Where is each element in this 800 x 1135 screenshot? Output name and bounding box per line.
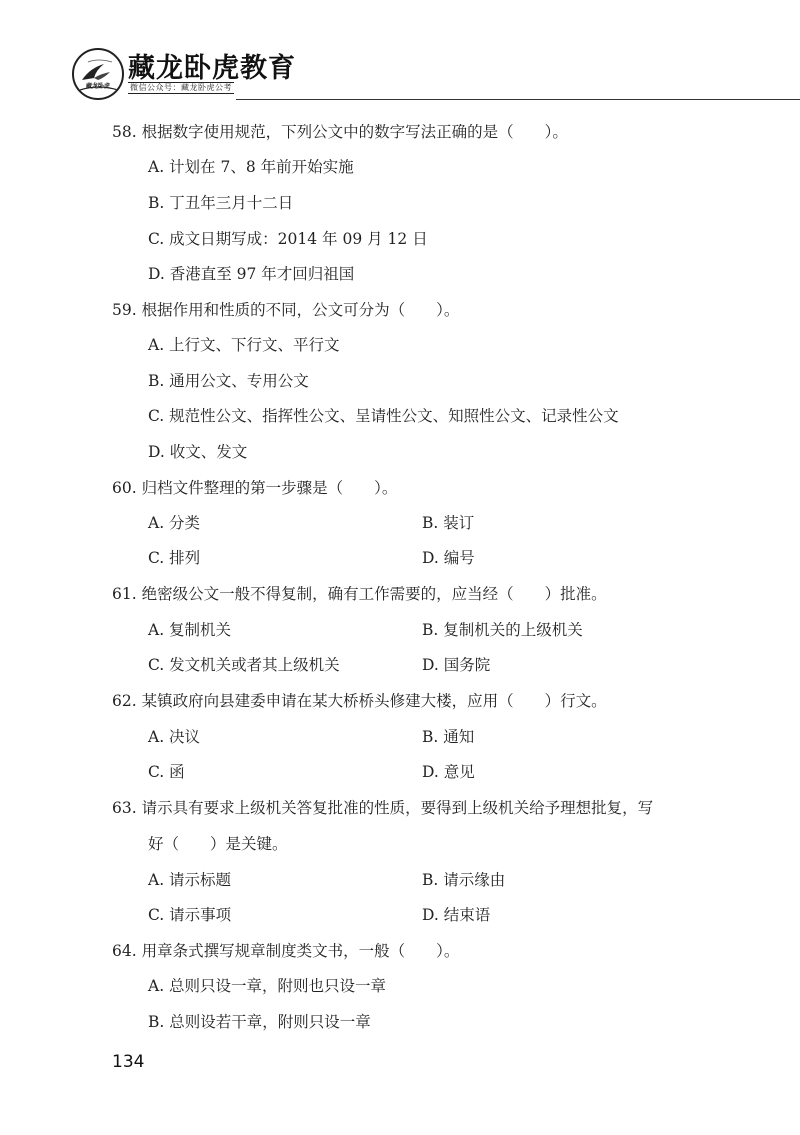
- question-stem: 63. 请示具有要求上级机关答复批准的性质，要得到上级机关给予理想批复，写: [112, 799, 654, 817]
- option: B. 装订: [422, 514, 475, 532]
- option: C. 规范性公文、指挥性公文、呈请性公文、知照性公文、记录性公文: [148, 407, 619, 425]
- brand-title: 藏龙卧虎教育: [128, 53, 296, 84]
- option: D. 收文、发文: [148, 443, 248, 461]
- option: C. 成文日期写成：2014 年 09 月 12 日: [148, 230, 428, 248]
- option: C. 请示事项: [148, 906, 232, 924]
- option: D. 意见: [422, 763, 475, 781]
- option: C. 发文机关或者其上级机关: [148, 656, 340, 674]
- option: A. 复制机关: [148, 621, 232, 639]
- option: A. 决议: [148, 728, 201, 746]
- option: D. 香港直至 97 年才回归祖国: [148, 265, 355, 283]
- brand-logo: [72, 48, 124, 100]
- option: B. 通知: [422, 728, 475, 746]
- question-stem-continued: 好（ ）是关键。: [148, 835, 288, 853]
- option: A. 分类: [148, 514, 201, 532]
- header-divider: [236, 99, 800, 100]
- option: D. 结束语: [422, 906, 491, 924]
- question-stem: 59. 根据作用和性质的不同，公文可分为（ ）。: [112, 301, 460, 319]
- question-stem: 62. 某镇政府向县建委申请在某大桥桥头修建大楼，应用（ ）行文。: [112, 692, 607, 710]
- option: A. 计划在 7、8 年前开始实施: [148, 158, 354, 176]
- bird-icon: [74, 50, 122, 98]
- question-stem: 64. 用章条式撰写规章制度类文书，一般（ ）。: [112, 942, 460, 960]
- option: B. 丁丑年三月十二日: [148, 194, 294, 212]
- option: C. 排列: [148, 549, 201, 567]
- option: A. 总则只设一章，附则也只设一章: [148, 977, 387, 995]
- option: D. 编号: [422, 549, 475, 567]
- option: C. 函: [148, 763, 185, 781]
- brand-subtitle: 微信公众号：藏龙卧虎公考: [130, 83, 232, 92]
- option: B. 请示缘由: [422, 871, 506, 889]
- option: B. 通用公文、专用公文: [148, 372, 309, 390]
- option: A. 上行文、下行文、平行文: [148, 336, 340, 354]
- option: B. 总则设若干章，附则只设一章: [148, 1013, 371, 1031]
- logo-caption: 藏龙卧虎: [85, 83, 110, 90]
- question-stem: 60. 归档文件整理的第一步骤是（ ）。: [112, 479, 398, 497]
- question-stem: 61. 绝密级公文一般不得复制，确有工作需要的，应当经（ ）批准。: [112, 585, 607, 603]
- option: D. 国务院: [422, 656, 491, 674]
- option: B. 复制机关的上级机关: [422, 621, 583, 639]
- question-stem: 58. 根据数字使用规范，下列公文中的数字写法正确的是（ ）。: [112, 123, 568, 141]
- page-number: 134: [112, 1052, 145, 1072]
- page-header: [0, 0, 800, 110]
- option: A. 请示标题: [148, 871, 232, 889]
